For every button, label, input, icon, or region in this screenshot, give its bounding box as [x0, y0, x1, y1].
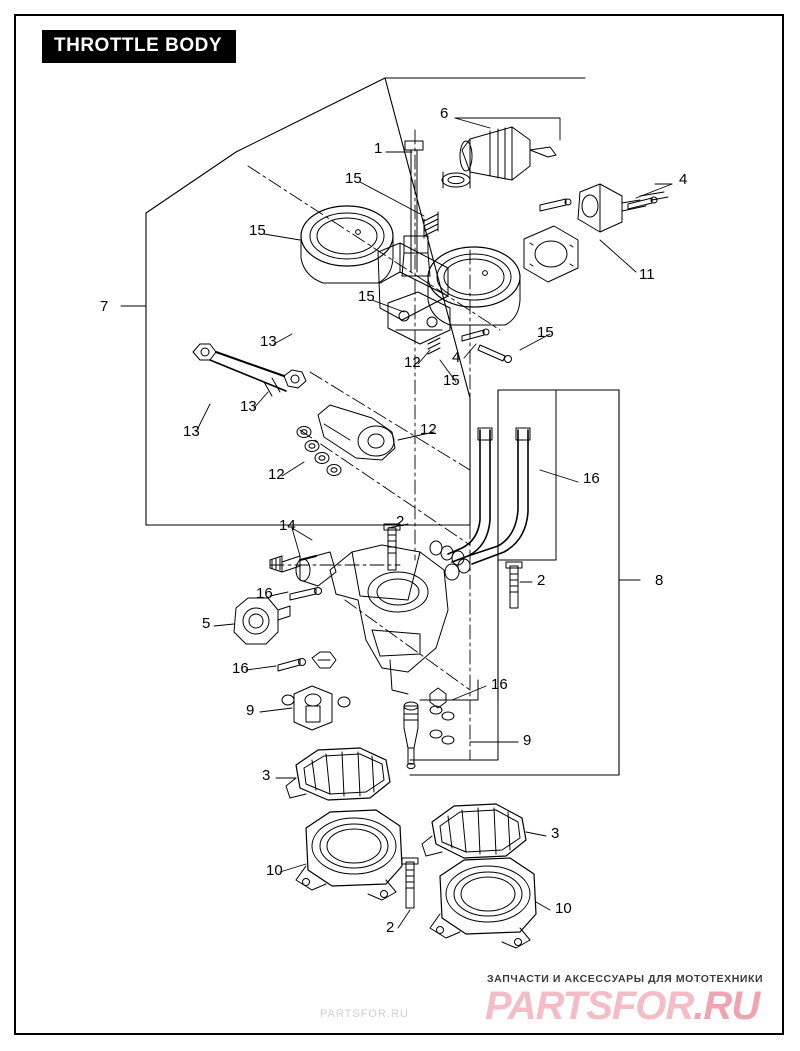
watermark-brand-text: PARTSFOR — [485, 984, 694, 1028]
callout-label: 15 — [537, 324, 554, 341]
callout-label: 2 — [396, 513, 405, 530]
callout-label: 11 — [639, 266, 655, 283]
callout-label: 4 — [679, 171, 688, 188]
callout-label: 15 — [249, 222, 266, 239]
callout-label: 10 — [555, 900, 572, 917]
callout-label: 12 — [404, 354, 421, 371]
callout-label: 4 — [452, 349, 461, 366]
callout-label: 15 — [345, 170, 362, 187]
callout-label: 9 — [523, 732, 532, 749]
callout-label: 16 — [256, 585, 273, 602]
callout-label: 15 — [358, 288, 375, 305]
callout-label: 16 — [491, 676, 508, 693]
callout-label: 12 — [420, 421, 437, 438]
callout-label: 2 — [386, 919, 395, 936]
callout-label: 16 — [232, 660, 249, 677]
callout-label: 13 — [183, 423, 200, 440]
callout-label: 1 — [374, 140, 383, 157]
watermark-brand-suffix: .RU — [693, 984, 760, 1028]
callout-label: 15 — [443, 372, 460, 389]
callout-label: 6 — [440, 105, 449, 122]
callout-label: 13 — [260, 333, 277, 350]
callout-label: 14 — [279, 517, 296, 534]
callout-label: 5 — [202, 615, 211, 632]
callout-label: 7 — [100, 298, 109, 315]
callout-label: 10 — [266, 862, 283, 879]
watermark-tagline: ЗАПЧАСТИ И АКСЕССУАРЫ ДЛЯ МОТОТЕХНИКИ — [487, 973, 764, 985]
watermark-ghost: PARTSFOR.RU — [320, 1008, 409, 1020]
callout-label: 9 — [246, 702, 255, 719]
callout-label: 8 — [655, 572, 664, 589]
callout-label: 3 — [551, 825, 560, 842]
callout-label: 13 — [240, 398, 257, 415]
callout-label: 2 — [537, 572, 546, 589]
callout-label: 12 — [268, 466, 285, 483]
page-title: THROTTLE BODY — [42, 30, 236, 63]
callout-label: 16 — [583, 470, 600, 487]
callout-label: 3 — [262, 767, 271, 784]
